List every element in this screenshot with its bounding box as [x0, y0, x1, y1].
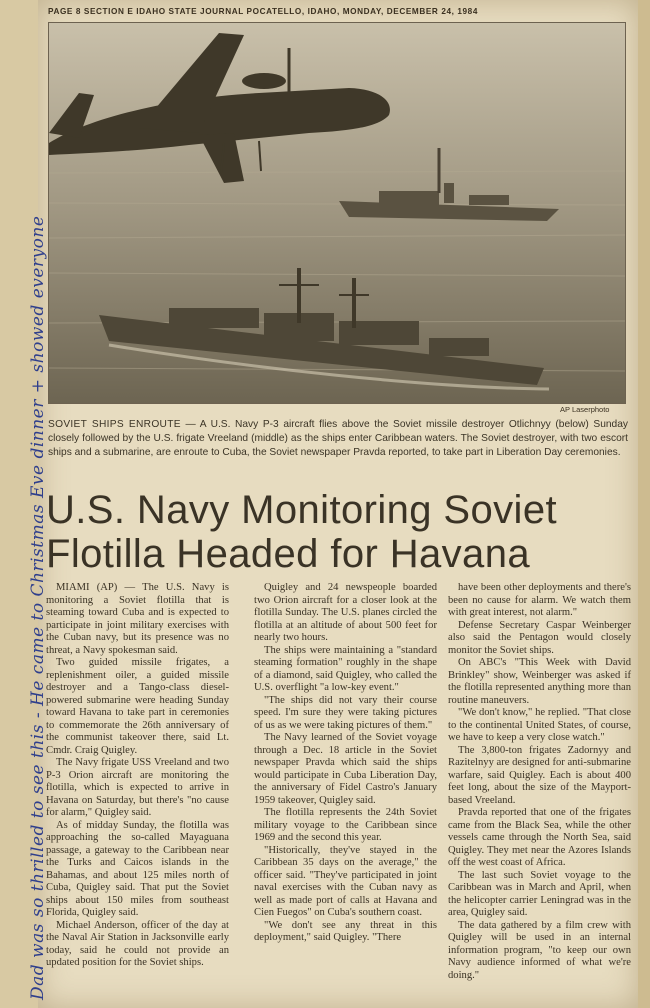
headline-line-2: Flotilla Headed for Havana [46, 532, 530, 576]
caption-lead: SOVIET SHIPS ENROUTE [48, 419, 181, 430]
headline [46, 488, 630, 576]
paragraph: The 3,800-ton frigates Zadornyy and Razitelnyy are designed for anti-submarine warfare, said Quigley. Each is about 400 feet long, about the size of the Mayport-based Vreeland. [448, 744, 631, 806]
article-column-3 [448, 582, 631, 982]
paragraph: Two guided missile frigates, a replenishment oiler, a guided missile destroyer and a Tango-class diesel-powered submarine were heading Sunday toward Havana to take part in ceremonies to commemorate the 26th anniversary of the communist takeover there, said Lt. Cmdr. Craig Quigley. [46, 657, 229, 756]
clipping-edge [638, 0, 650, 1008]
news-photo [48, 22, 626, 404]
paragraph: On ABC's "This Week with David Brinkley" show, Weinberger was asked if the flotilla represented anything more than routine maneuvers. [448, 657, 631, 706]
article-column-1 [46, 582, 229, 970]
paragraph: Quigley and 24 newspeople boarded two Orion aircraft for a closer look at the flotilla Sunday. The U.S. planes circled the flotilla at an altitude of about 500 feet for nearly two hours. [254, 582, 437, 643]
paragraph: The flotilla represents the 24th Soviet military voyage to the Caribbean since 1969 and the second this year. [254, 807, 437, 843]
paragraph: The data gathered by a film crew with Quigley will be used in an internal information program, "to keep our own Navy audience informed of what we're doing." [448, 919, 631, 981]
paragraph: "Historically, they've stayed in the Caribbean 35 days on the average," the officer said. "They've participated in joint naval exercises with the Cuban navy as well as made port of calls at Havana and Cien Fuegos" on Cuba's southern coast. [254, 844, 437, 918]
paragraph: "The ships did not vary their course speed. I'm sure they were taking pictures of us as we were taking pictures of them." [254, 694, 437, 731]
paragraph: "We don't know," he replied. "That close to the continental United States, of course, we have to keep a very close watch." [448, 707, 631, 743]
photo-credit: AP Laserphoto [560, 405, 610, 414]
margin-note-text: Dad was so thrilled to see this - He came to Christmas Eve dinner + showed everyone [28, 215, 48, 1000]
photo-illustration [49, 23, 625, 403]
paragraph: The ships were maintaining a "standard steaming formation" roughly in the shape of a diamond, said Quigley, who called the U.S. overflight "a low-key event." [254, 644, 437, 693]
handwritten-margin-note [4, 0, 48, 1008]
paragraph: Pravda reported that one of the frigates came from the Black Sea, while the other vessels came through the North Sea, said Quigley. They met near the Azores Islands off the west coast of Africa. [448, 807, 631, 868]
caption-text: — A U.S. Navy P-3 aircraft flies above the Soviet missile destroyer Otlichnyy (below) Sunday closely followed by the U.S. frigate Vreeland (middle) as the ships enter Caribbean waters. The Soviet destroyer, with two escort ships and a submarine, are enroute to Cuba, the Soviet newspaper Pravda reported, to take part in Liberation Day ceremonies. [48, 419, 628, 459]
paragraph: Michael Anderson, officer of the day at the Naval Air Station in Jacksonville early today, said he could not provide an updated position for the Soviet ships. [46, 919, 229, 968]
page-header: PAGE 8 SECTION E IDAHO STATE JOURNAL POCATELLO, IDAHO, MONDAY, DECEMBER 24, 1984 [48, 7, 478, 16]
paragraph: As of midday Sunday, the flotilla was approaching the so-called Mayaguana passage, a gateway to the Caribbean near the Turks and Caicos islands in the Bahamas, and about 125 miles north of Cuba, Quigley said. That put the Soviet ships about 150 miles from southeast Florida, Quigley said. [46, 819, 229, 918]
paragraph: "We don't see any threat in this deployment," said Quigley. "There [254, 919, 437, 943]
headline-line-1: U.S. Navy Monitoring Soviet [46, 488, 557, 532]
paragraph: The Navy frigate USS Vreeland and two P-3 Orion aircraft are monitoring the flotilla, which is expected to arrive in Havana on Saturday, but there's "no cause for alarm," Quigley said. [46, 757, 229, 818]
article-body [46, 582, 632, 1002]
paragraph: have been other deployments and there's been no cause for alarm. We watch them with great interest, not alarm." [448, 582, 631, 618]
paragraph: The Navy learned of the Soviet voyage through a Dec. 18 article in the Soviet newspaper Pravda which said the ships would participate in Cuba Liberation Day, the anniversary of Fidel Castro's January 1959 takeover, Quigley said. [254, 732, 437, 806]
paragraph: Defense Secretary Caspar Weinberger also said the Pentagon would closely monitor the Soviet ships. [448, 619, 631, 656]
photo-caption [48, 418, 628, 461]
paragraph: MIAMI (AP) — The U.S. Navy is monitoring a Soviet flotilla that is steaming toward Cuba and is expected to participate in joint military exercises with the Cuban navy, but its presence was no threat, a Navy spokesman said. [46, 582, 229, 656]
paragraph: The last such Soviet voyage to the Caribbean was in March and April, when the helicopter carrier Leningrad was in the area, Quigley said. [448, 869, 631, 918]
article-column-2 [254, 582, 437, 945]
